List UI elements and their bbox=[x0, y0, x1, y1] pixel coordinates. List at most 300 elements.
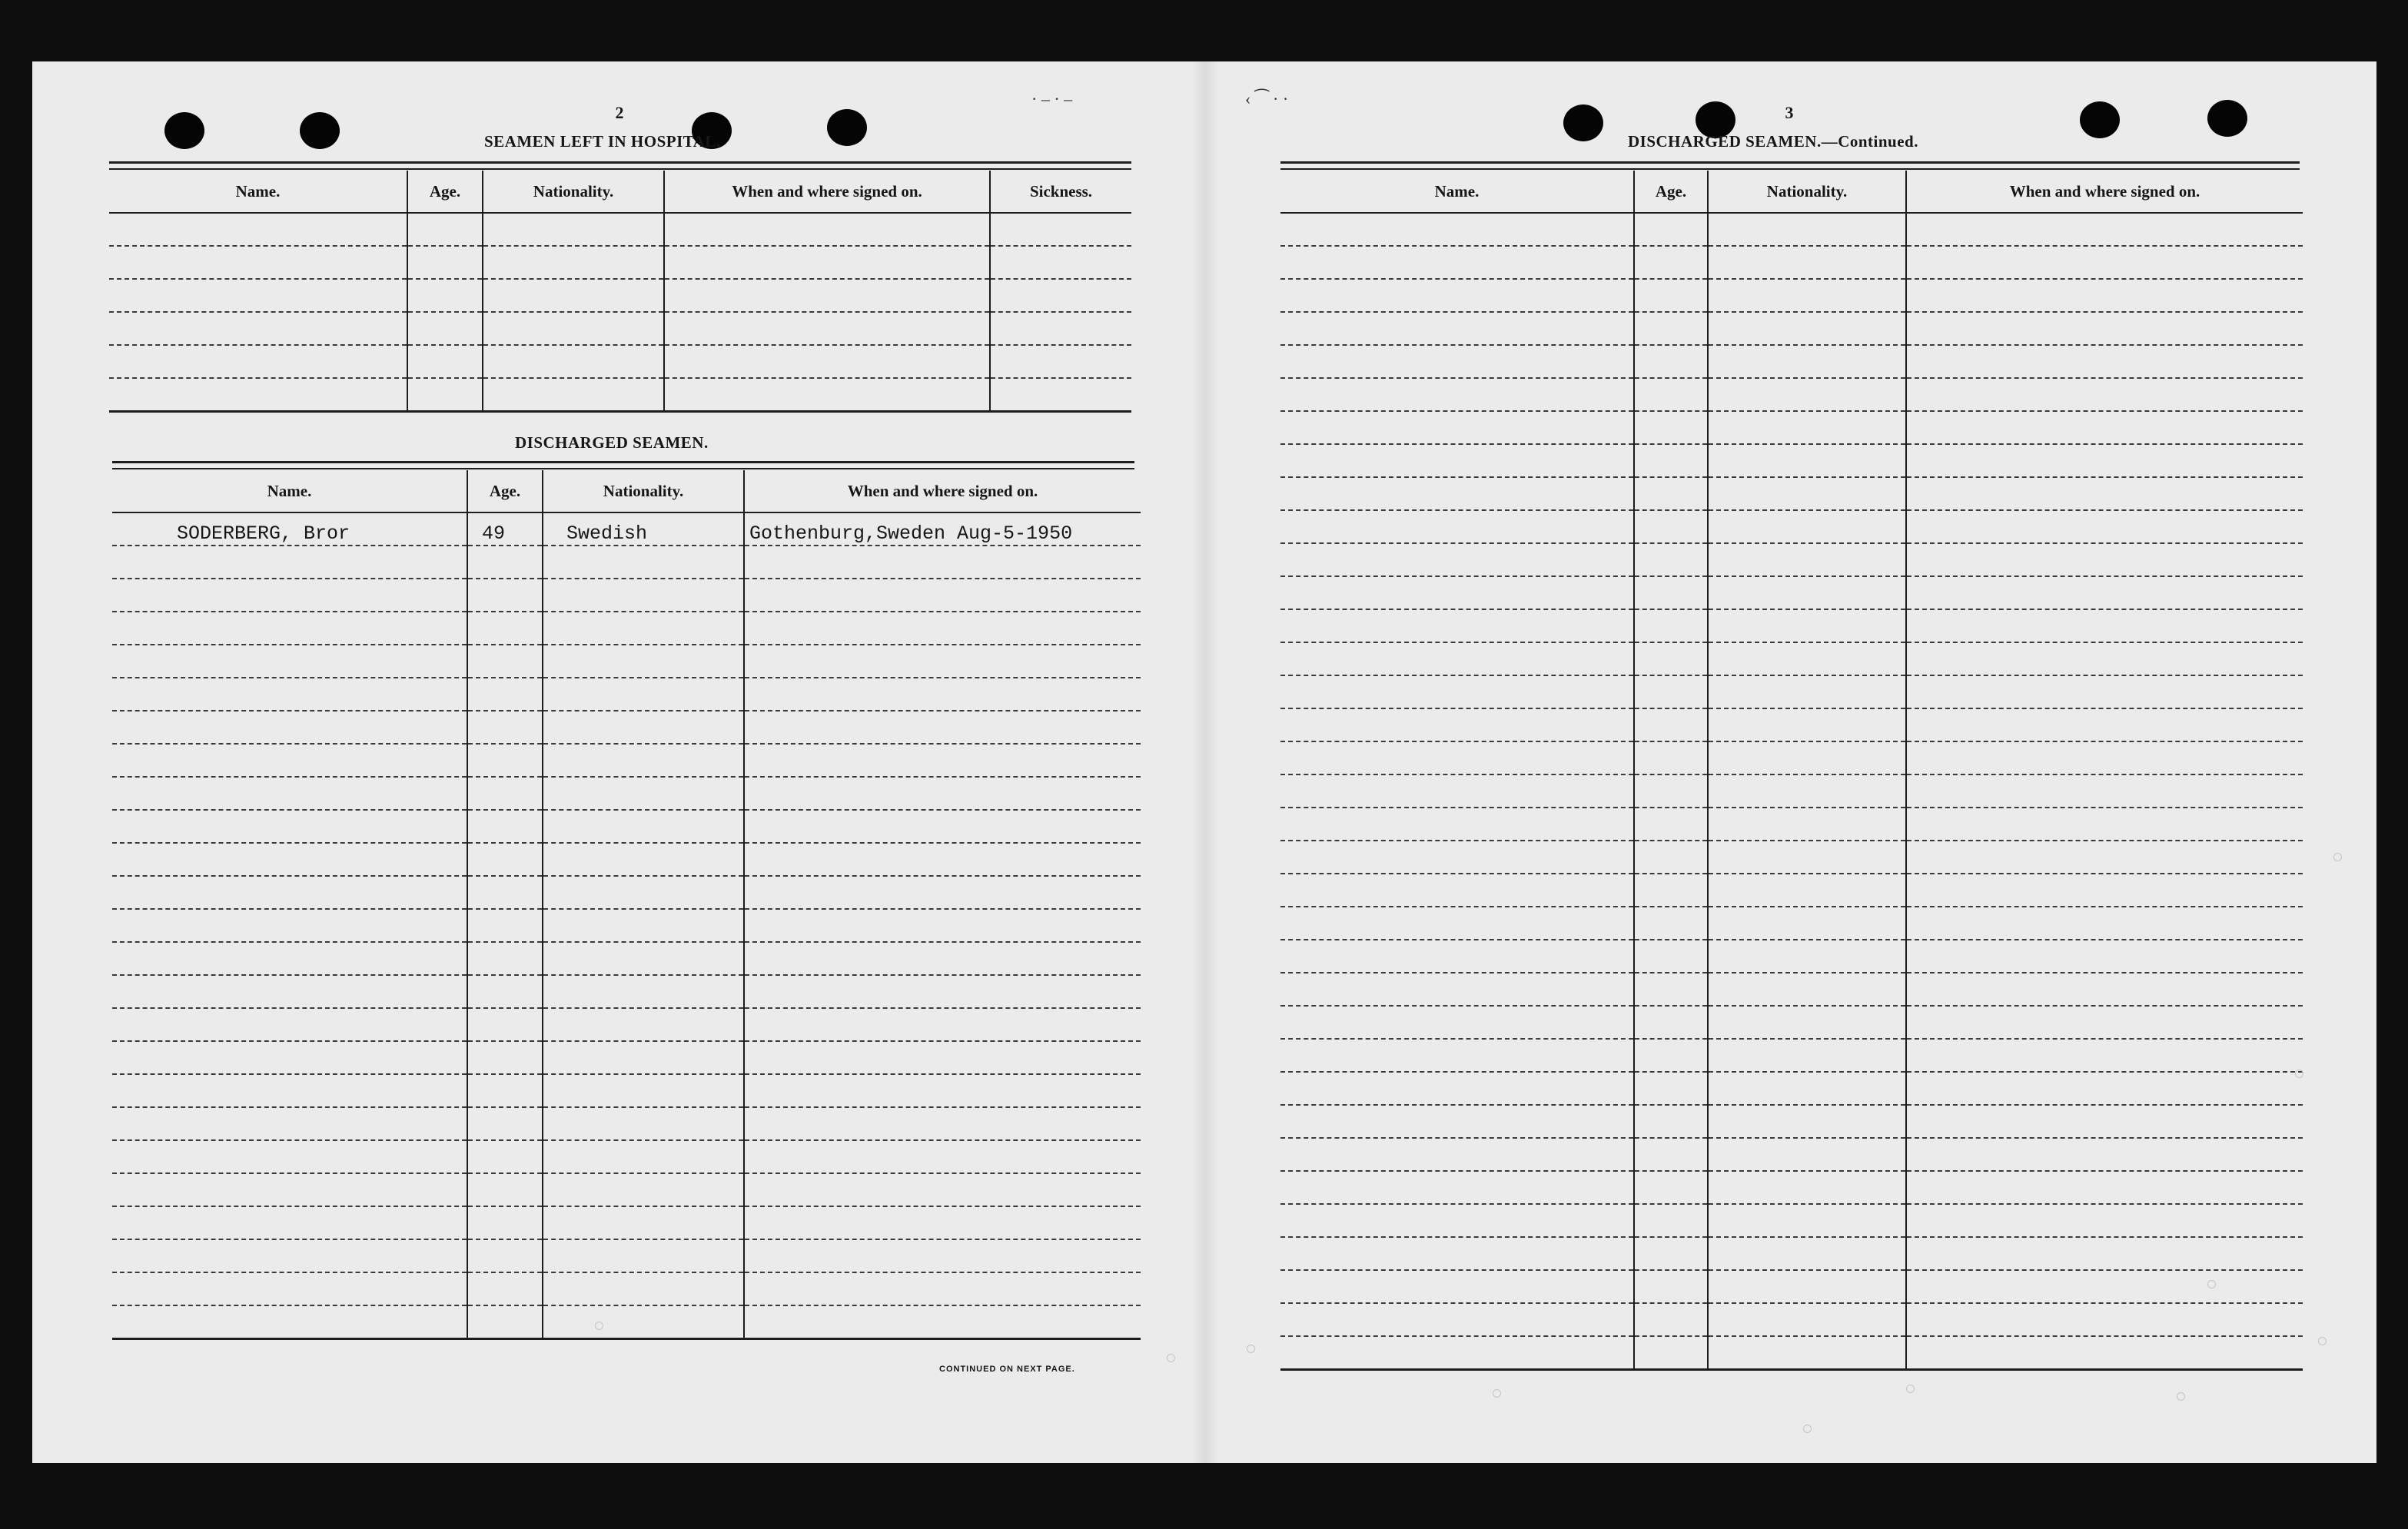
empty-cell bbox=[1708, 940, 1906, 973]
punch-hole bbox=[1563, 104, 1603, 141]
table-row bbox=[1280, 1006, 2303, 1039]
table-row bbox=[1280, 642, 2303, 675]
table-row bbox=[1280, 741, 2303, 774]
empty-cell bbox=[467, 645, 543, 678]
empty-cell bbox=[112, 876, 467, 909]
table-row bbox=[109, 345, 1131, 378]
empty-cell bbox=[109, 378, 407, 412]
punch-hole bbox=[300, 112, 340, 149]
empty-cell bbox=[543, 678, 744, 711]
empty-cell bbox=[1906, 411, 2303, 444]
empty-cell bbox=[467, 744, 543, 777]
empty-cell bbox=[1280, 1072, 1634, 1105]
empty-cell bbox=[1634, 1039, 1708, 1072]
empty-cell bbox=[1634, 708, 1708, 741]
empty-cell bbox=[1906, 312, 2303, 345]
empty-cell bbox=[1634, 1336, 1708, 1370]
table-row bbox=[112, 876, 1141, 909]
empty-cell bbox=[744, 645, 1141, 678]
empty-cell bbox=[1708, 741, 1906, 774]
scan-speck bbox=[1906, 1385, 1915, 1393]
scan-speck bbox=[595, 1322, 603, 1330]
discharged-rows bbox=[112, 546, 1141, 1339]
table-row bbox=[112, 810, 1141, 843]
empty-cell bbox=[1634, 1270, 1708, 1303]
col-signed-on: When and where signed on. bbox=[744, 470, 1141, 512]
empty-cell bbox=[467, 1206, 543, 1239]
empty-cell bbox=[1280, 543, 1634, 576]
empty-cell bbox=[112, 1173, 467, 1206]
empty-cell bbox=[1280, 1138, 1634, 1171]
table-row bbox=[112, 711, 1141, 744]
empty-cell bbox=[1708, 312, 1906, 345]
empty-cell bbox=[543, 579, 744, 612]
empty-cell bbox=[543, 1206, 744, 1239]
empty-cell bbox=[1906, 708, 2303, 741]
empty-cell bbox=[1708, 907, 1906, 940]
empty-cell bbox=[1280, 973, 1634, 1006]
empty-cell bbox=[1634, 1138, 1708, 1171]
table-row bbox=[112, 612, 1141, 645]
empty-cell bbox=[1708, 841, 1906, 874]
empty-cell bbox=[1906, 940, 2303, 973]
empty-cell bbox=[543, 1107, 744, 1140]
empty-cell bbox=[1280, 246, 1634, 279]
empty-cell bbox=[407, 279, 483, 312]
empty-cell bbox=[467, 1272, 543, 1305]
empty-cell bbox=[1634, 477, 1708, 510]
seaman-signed-on: Gothenburg,Sweden Aug-5-1950 bbox=[744, 512, 1141, 546]
empty-cell bbox=[112, 810, 467, 843]
empty-cell bbox=[543, 843, 744, 876]
empty-cell bbox=[1906, 1072, 2303, 1105]
empty-cell bbox=[467, 876, 543, 909]
empty-cell bbox=[407, 246, 483, 279]
table-row bbox=[112, 645, 1141, 678]
hospital-table bbox=[109, 171, 1131, 413]
empty-cell bbox=[467, 1305, 543, 1339]
empty-cell bbox=[1708, 1237, 1906, 1270]
hospital-rows bbox=[109, 213, 1131, 412]
empty-cell bbox=[543, 1305, 744, 1339]
empty-cell bbox=[1634, 1171, 1708, 1204]
table-row bbox=[1280, 246, 2303, 279]
empty-cell bbox=[467, 1140, 543, 1173]
table-row bbox=[112, 1074, 1141, 1107]
empty-cell bbox=[1906, 1138, 2303, 1171]
empty-cell bbox=[1708, 345, 1906, 378]
empty-cell bbox=[1708, 411, 1906, 444]
scan-speck bbox=[1803, 1425, 1812, 1433]
empty-cell bbox=[112, 1008, 467, 1041]
empty-cell bbox=[112, 645, 467, 678]
empty-cell bbox=[112, 1041, 467, 1074]
col-age: Age. bbox=[467, 470, 543, 512]
empty-cell bbox=[1634, 411, 1708, 444]
empty-cell bbox=[543, 1074, 744, 1107]
empty-cell bbox=[744, 1107, 1141, 1140]
empty-cell bbox=[1906, 907, 2303, 940]
table-row bbox=[109, 312, 1131, 345]
empty-cell bbox=[467, 942, 543, 975]
table-row bbox=[112, 1272, 1141, 1305]
hospital-section-title: SEAMEN LEFT IN HOSPITAL. bbox=[484, 132, 721, 151]
table-row bbox=[1280, 808, 2303, 841]
empty-cell bbox=[1906, 444, 2303, 477]
empty-cell bbox=[1634, 1303, 1708, 1336]
empty-cell bbox=[1906, 213, 2303, 246]
table-row bbox=[1280, 940, 2303, 973]
empty-cell bbox=[112, 777, 467, 810]
table-row bbox=[112, 678, 1141, 711]
empty-cell bbox=[1708, 378, 1906, 411]
right-page-title: DISCHARGED SEAMEN.—Continued. bbox=[1628, 132, 1918, 151]
empty-cell bbox=[467, 612, 543, 645]
empty-cell bbox=[1906, 1171, 2303, 1204]
empty-cell bbox=[1280, 874, 1634, 907]
empty-cell bbox=[1906, 609, 2303, 642]
empty-cell bbox=[1280, 642, 1634, 675]
empty-cell bbox=[744, 1074, 1141, 1107]
discharged-section-title: DISCHARGED SEAMEN. bbox=[515, 433, 709, 452]
empty-cell bbox=[1634, 1237, 1708, 1270]
empty-cell bbox=[1906, 246, 2303, 279]
empty-cell bbox=[543, 909, 744, 942]
empty-cell bbox=[112, 546, 467, 579]
table-row bbox=[112, 843, 1141, 876]
table-row bbox=[1280, 708, 2303, 741]
empty-cell bbox=[1280, 708, 1634, 741]
col-nationality: Nationality. bbox=[483, 171, 664, 213]
empty-cell bbox=[1906, 576, 2303, 609]
table-row bbox=[1280, 1039, 2303, 1072]
empty-cell bbox=[1708, 444, 1906, 477]
table-row bbox=[112, 777, 1141, 810]
continued-rows bbox=[1280, 213, 2303, 1370]
empty-cell bbox=[1906, 1270, 2303, 1303]
punch-hole bbox=[2207, 100, 2247, 137]
table-row bbox=[112, 1239, 1141, 1272]
col-signed-on: When and where signed on. bbox=[1906, 171, 2303, 213]
empty-cell bbox=[109, 279, 407, 312]
col-age: Age. bbox=[1634, 171, 1708, 213]
empty-cell bbox=[1280, 279, 1634, 312]
table-row bbox=[1280, 543, 2303, 576]
empty-cell bbox=[664, 246, 990, 279]
empty-cell bbox=[744, 909, 1141, 942]
empty-cell bbox=[483, 312, 664, 345]
empty-cell bbox=[1634, 345, 1708, 378]
empty-cell bbox=[467, 975, 543, 1008]
empty-cell bbox=[744, 810, 1141, 843]
empty-cell bbox=[1280, 1237, 1634, 1270]
empty-cell bbox=[744, 744, 1141, 777]
empty-cell bbox=[112, 1140, 467, 1173]
empty-cell bbox=[1280, 1303, 1634, 1336]
empty-cell bbox=[543, 1041, 744, 1074]
empty-cell bbox=[744, 546, 1141, 579]
table-row bbox=[112, 1140, 1141, 1173]
empty-cell bbox=[1634, 609, 1708, 642]
empty-cell bbox=[1634, 1072, 1708, 1105]
empty-cell bbox=[1634, 841, 1708, 874]
empty-cell bbox=[744, 678, 1141, 711]
empty-cell bbox=[1634, 246, 1708, 279]
empty-cell bbox=[990, 246, 1131, 279]
table-row bbox=[1280, 477, 2303, 510]
table-row bbox=[1280, 1270, 2303, 1303]
table-row bbox=[1280, 411, 2303, 444]
empty-cell bbox=[990, 312, 1131, 345]
empty-cell bbox=[990, 345, 1131, 378]
empty-cell bbox=[543, 711, 744, 744]
empty-cell bbox=[1906, 1204, 2303, 1237]
empty-cell bbox=[1708, 774, 1906, 808]
empty-cell bbox=[744, 1239, 1141, 1272]
table-row bbox=[1280, 1072, 2303, 1105]
table-row bbox=[1280, 1336, 2303, 1370]
table-row bbox=[1280, 1138, 2303, 1171]
table-row bbox=[109, 213, 1131, 246]
empty-cell bbox=[112, 678, 467, 711]
table-row bbox=[112, 942, 1141, 975]
empty-cell bbox=[1906, 675, 2303, 708]
empty-cell bbox=[1280, 1039, 1634, 1072]
punch-hole bbox=[827, 109, 867, 146]
table-row bbox=[1280, 874, 2303, 907]
empty-cell bbox=[1906, 543, 2303, 576]
empty-cell bbox=[112, 975, 467, 1008]
empty-cell bbox=[1280, 213, 1634, 246]
empty-cell bbox=[543, 810, 744, 843]
empty-cell bbox=[1634, 378, 1708, 411]
empty-cell bbox=[1708, 576, 1906, 609]
table-row bbox=[1280, 312, 2303, 345]
empty-cell bbox=[1634, 543, 1708, 576]
empty-cell bbox=[1906, 1336, 2303, 1370]
empty-cell bbox=[1906, 1303, 2303, 1336]
empty-cell bbox=[1708, 1072, 1906, 1105]
empty-cell bbox=[483, 345, 664, 378]
col-nationality: Nationality. bbox=[1708, 171, 1906, 213]
scan-speck bbox=[2177, 1392, 2185, 1401]
empty-cell bbox=[1708, 1006, 1906, 1039]
empty-cell bbox=[1708, 1270, 1906, 1303]
scan-speck bbox=[1493, 1389, 1501, 1398]
table-row bbox=[1280, 1204, 2303, 1237]
empty-cell bbox=[1280, 1270, 1634, 1303]
empty-cell bbox=[664, 345, 990, 378]
empty-cell bbox=[1906, 741, 2303, 774]
empty-cell bbox=[744, 843, 1141, 876]
empty-cell bbox=[1634, 774, 1708, 808]
empty-cell bbox=[1280, 411, 1634, 444]
table-row bbox=[1280, 675, 2303, 708]
empty-cell bbox=[1708, 1204, 1906, 1237]
empty-cell bbox=[1634, 444, 1708, 477]
empty-cell bbox=[467, 1008, 543, 1041]
empty-cell bbox=[1280, 741, 1634, 774]
empty-cell bbox=[467, 711, 543, 744]
empty-cell bbox=[1280, 841, 1634, 874]
empty-cell bbox=[1634, 808, 1708, 841]
table-row bbox=[112, 1107, 1141, 1140]
empty-cell bbox=[744, 876, 1141, 909]
table-row bbox=[1280, 609, 2303, 642]
page-fold bbox=[1191, 61, 1219, 1463]
empty-cell bbox=[1280, 1006, 1634, 1039]
empty-cell bbox=[1280, 675, 1634, 708]
empty-cell bbox=[1280, 808, 1634, 841]
stray-marks: · ‒ · ‒ bbox=[1031, 89, 1073, 108]
empty-cell bbox=[744, 711, 1141, 744]
empty-cell bbox=[744, 777, 1141, 810]
table-row bbox=[112, 1041, 1141, 1074]
empty-cell bbox=[112, 1206, 467, 1239]
empty-cell bbox=[483, 246, 664, 279]
empty-cell bbox=[543, 876, 744, 909]
table-row bbox=[1280, 378, 2303, 411]
col-name: Name. bbox=[109, 171, 407, 213]
empty-cell bbox=[664, 312, 990, 345]
empty-cell bbox=[1708, 477, 1906, 510]
table-row bbox=[109, 246, 1131, 279]
empty-cell bbox=[1708, 675, 1906, 708]
empty-cell bbox=[990, 213, 1131, 246]
continued-note: CONTINUED ON NEXT PAGE. bbox=[939, 1365, 1075, 1374]
empty-cell bbox=[1906, 345, 2303, 378]
empty-cell bbox=[543, 744, 744, 777]
table-row bbox=[1280, 841, 2303, 874]
scan-speck bbox=[2318, 1337, 2327, 1345]
empty-cell bbox=[1906, 874, 2303, 907]
table-row bbox=[112, 546, 1141, 579]
scan-speck bbox=[1167, 1354, 1175, 1362]
empty-cell bbox=[1906, 1039, 2303, 1072]
empty-cell bbox=[1906, 279, 2303, 312]
empty-cell bbox=[543, 1140, 744, 1173]
scan-speck bbox=[2333, 853, 2342, 861]
empty-cell bbox=[112, 744, 467, 777]
empty-cell bbox=[467, 1074, 543, 1107]
punch-hole bbox=[2080, 101, 2120, 138]
empty-cell bbox=[112, 1305, 467, 1339]
scan-speck bbox=[2207, 1280, 2216, 1289]
empty-cell bbox=[1906, 1006, 2303, 1039]
empty-cell bbox=[467, 810, 543, 843]
empty-cell bbox=[1280, 378, 1634, 411]
empty-cell bbox=[1280, 510, 1634, 543]
empty-cell bbox=[744, 1041, 1141, 1074]
continued-table bbox=[1280, 171, 2303, 1371]
empty-cell bbox=[467, 1107, 543, 1140]
empty-cell bbox=[112, 612, 467, 645]
table-row bbox=[112, 1305, 1141, 1339]
empty-cell bbox=[1906, 973, 2303, 1006]
right-page-number: 3 bbox=[1785, 103, 1794, 122]
empty-cell bbox=[1634, 1204, 1708, 1237]
table-row bbox=[1280, 774, 2303, 808]
empty-cell bbox=[1708, 213, 1906, 246]
table-row bbox=[112, 1173, 1141, 1206]
empty-cell bbox=[543, 975, 744, 1008]
seaman-age: 49 bbox=[467, 512, 543, 546]
empty-cell bbox=[1280, 444, 1634, 477]
empty-cell bbox=[1708, 708, 1906, 741]
empty-cell bbox=[1634, 642, 1708, 675]
empty-cell bbox=[1280, 1171, 1634, 1204]
empty-cell bbox=[467, 909, 543, 942]
empty-cell bbox=[744, 1008, 1141, 1041]
seaman-nationality: Swedish bbox=[543, 512, 744, 546]
ledger-sheet bbox=[32, 61, 2376, 1463]
empty-cell bbox=[664, 279, 990, 312]
empty-cell bbox=[1634, 279, 1708, 312]
empty-cell bbox=[467, 1239, 543, 1272]
empty-cell bbox=[1280, 940, 1634, 973]
empty-cell bbox=[1708, 1138, 1906, 1171]
right-top-rule bbox=[1280, 161, 2300, 170]
table-row bbox=[1280, 213, 2303, 246]
table-row bbox=[1280, 444, 2303, 477]
empty-cell bbox=[109, 345, 407, 378]
empty-cell bbox=[1634, 312, 1708, 345]
empty-cell bbox=[1634, 973, 1708, 1006]
empty-cell bbox=[990, 279, 1131, 312]
empty-cell bbox=[1280, 1336, 1634, 1370]
scan-speck bbox=[2295, 1070, 2303, 1078]
empty-cell bbox=[1906, 1105, 2303, 1138]
empty-cell bbox=[1280, 312, 1634, 345]
col-signed-on: When and where signed on. bbox=[664, 171, 990, 213]
empty-cell bbox=[1634, 741, 1708, 774]
col-name: Name. bbox=[1280, 171, 1634, 213]
empty-cell bbox=[407, 378, 483, 412]
empty-cell bbox=[1906, 774, 2303, 808]
hospital-header-row bbox=[109, 171, 1131, 213]
empty-cell bbox=[1708, 874, 1906, 907]
empty-cell bbox=[1906, 841, 2303, 874]
empty-cell bbox=[543, 546, 744, 579]
table-row bbox=[109, 279, 1131, 312]
empty-cell bbox=[407, 213, 483, 246]
empty-cell bbox=[543, 942, 744, 975]
table-row bbox=[1280, 907, 2303, 940]
discharged-header-row bbox=[112, 470, 1141, 512]
empty-cell bbox=[1280, 1105, 1634, 1138]
empty-cell bbox=[112, 1272, 467, 1305]
empty-cell bbox=[1280, 774, 1634, 808]
table-row bbox=[1280, 1171, 2303, 1204]
empty-cell bbox=[744, 1305, 1141, 1339]
empty-cell bbox=[543, 645, 744, 678]
table-row bbox=[1280, 1237, 2303, 1270]
empty-cell bbox=[467, 1173, 543, 1206]
empty-cell bbox=[1280, 576, 1634, 609]
empty-cell bbox=[1708, 609, 1906, 642]
table-row bbox=[112, 975, 1141, 1008]
empty-cell bbox=[1708, 642, 1906, 675]
empty-cell bbox=[744, 612, 1141, 645]
punch-hole bbox=[164, 112, 204, 149]
table-row bbox=[1280, 973, 2303, 1006]
hospital-top-rule bbox=[109, 161, 1131, 170]
empty-cell bbox=[1634, 940, 1708, 973]
empty-cell bbox=[744, 1173, 1141, 1206]
empty-cell bbox=[1280, 609, 1634, 642]
empty-cell bbox=[467, 546, 543, 579]
table-row bbox=[1280, 279, 2303, 312]
